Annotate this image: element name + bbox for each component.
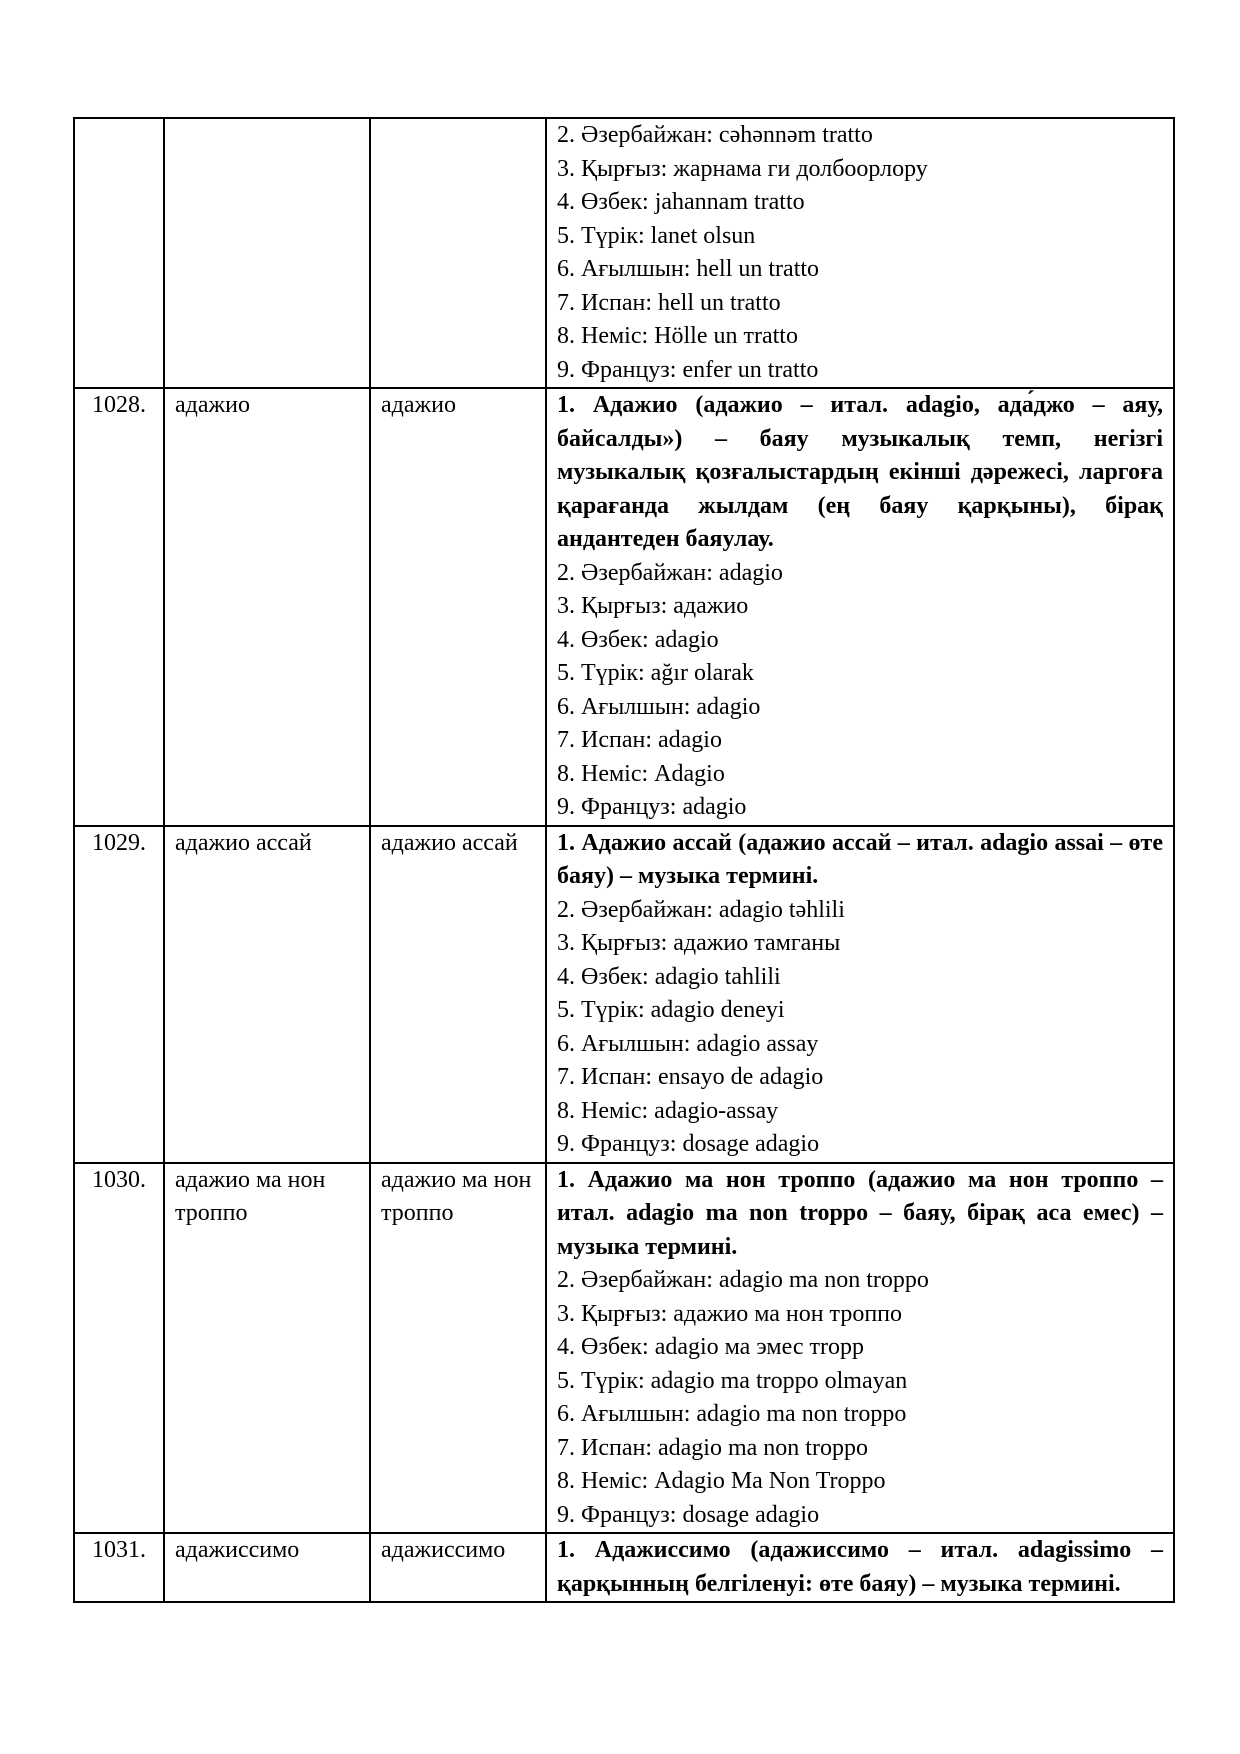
entry-definition: 1. Адажио (адажио – итал. adagio, ада́джо – аяу, байсалды») – баяу музыкалық темп, негізгі музыкалық қозғалыстардың екінші дәрежесі, ларгоға қарағанда жылдам (ең баяу қарқыны), бірақ андантеден баяулау. [557,392,1163,552]
translation-line: 9. Француз: enfer un tratto [557,356,819,383]
translation-line: 2. Әзербайжан: adagio təhlili [557,896,845,923]
entry-number: 1029. [74,826,164,1163]
entry-number [74,118,164,388]
entry-term: адажио ассай [164,826,370,1163]
entry-variant: адажиссимо [370,1533,546,1602]
translation-line: 8. Неміс: Adagio Ma Non Troppo [557,1468,886,1494]
translation-line: 7. Испан: hell un tratto [557,289,781,316]
translation-line: 8. Неміс: Adagio [557,760,725,787]
entry-variant: адажио [370,388,546,826]
translation-line: 6. Ағылшын: hell un tratto [557,256,820,282]
entry-number: 1028. [74,388,164,826]
translation-line: 2. Әзербайжан: adagio [557,559,783,586]
entry-definition-cell [546,388,1174,826]
table-row [74,1163,1174,1534]
entry-definition: 1. Адажио ма нон троппо (адажио ма нон троппо – итал. adagio ma non troppo – баяу, бірақ аса емес) – музыка термині. [557,1166,1163,1260]
entry-variant: адажио ассай [370,826,546,1163]
translation-line: 7. Испан: adagio ma non troppo [557,1434,868,1461]
entry-definition-cell [546,1533,1174,1602]
translation-line: 9. Француз: dosage adagio [557,1501,820,1528]
translation-line: 5. Түрік: adagio ma troppo olmayan [557,1367,908,1394]
entry-term: адажиссимо [164,1533,370,1602]
entry-definition-cell [546,118,1174,388]
translation-line: 3. Қырғыз: адажио ма нон троппо [557,1300,903,1327]
translation-line: 5. Түрік: ağır olarak [557,660,754,686]
translation-line: 4. Өзбек: adagio tahlili [557,963,781,990]
entry-definition-cell [546,1163,1174,1534]
entry-number: 1030. [74,1163,164,1534]
translation-line: 9. Француз: dosage adagio [557,1131,820,1157]
table-row [74,388,1174,826]
translation-line: 7. Испан: ensayo de adagio [557,1064,824,1090]
translation-line: 3. Қырғыз: адажио тамганы [557,930,841,956]
entry-definition-cell [546,826,1174,1163]
dictionary-table [73,117,1175,1603]
translation-line: 3. Қырғыз: жарнама ги долбоорлору [557,155,928,182]
translation-line: 4. Өзбек: adagio ма эмес тropp [557,1334,864,1360]
translation-line: 4. Өзбек: adagio [557,626,719,653]
entry-number: 1031. [74,1533,164,1602]
translation-line: 6. Ағылшын: adagio assay [557,1030,819,1057]
table-row [74,1533,1174,1602]
entry-term: адажио [164,388,370,826]
table-row [74,118,1174,388]
translation-line: 6. Ағылшын: adagio ma non troppo [557,1401,907,1427]
entry-term [164,118,370,388]
translation-line: 2. Әзербайжан: cəhənnəm tratto [557,122,873,148]
translation-line: 7. Испан: adagio [557,727,722,753]
entry-definition: 1. Адажио ассай (адажио ассай – итал. adagio assai – өте баяу) – музыка термині. [557,829,1163,889]
entry-term: адажио ма нон троппо [164,1163,370,1534]
table-row [74,826,1174,1163]
translation-line: 8. Неміс: adagio-assay [557,1097,779,1124]
translation-line: 5. Түрік: lanet olsun [557,222,756,249]
entry-definition: 1. Адажиссимо (адажиссимо – итал. adagissimo – қарқынның белгіленуі: өте баяу) – музыка термині. [557,1537,1163,1597]
translation-line: 5. Түрік: adagio deneyi [557,997,785,1023]
translation-line: 8. Неміс: Hölle un тratto [557,323,798,349]
translation-line: 6. Ағылшын: adagio [557,693,761,720]
translation-line: 4. Өзбек: jahannam tratto [557,189,805,215]
translation-line: 3. Қырғыз: адажио [557,593,749,619]
entry-variant: адажио ма нон троппо [370,1163,546,1534]
entry-variant [370,118,546,388]
translation-line: 9. Француз: adagio [557,794,747,820]
translation-line: 2. Әзербайжан: adagio ma non troppo [557,1267,929,1293]
